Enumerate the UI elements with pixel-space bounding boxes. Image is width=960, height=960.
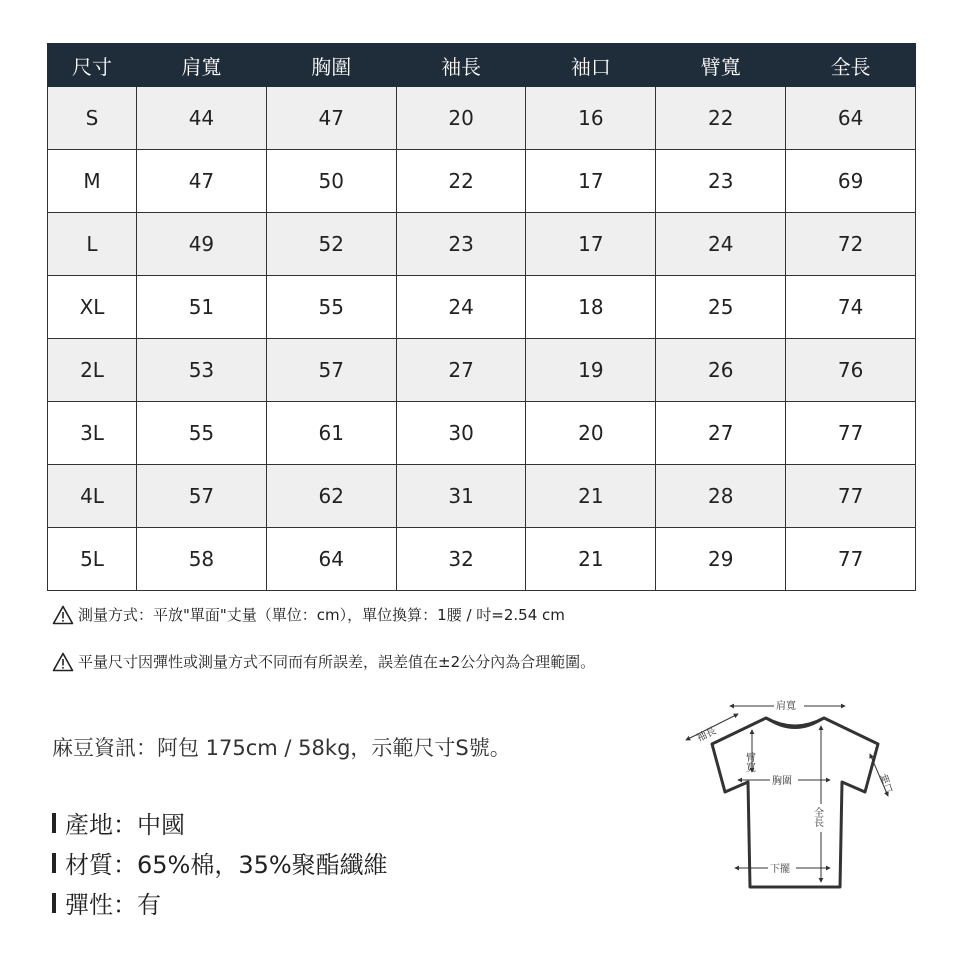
cell-cuff: 21 [526, 528, 656, 591]
cell-cuff: 18 [526, 276, 656, 339]
bullet-bar-icon [52, 813, 56, 833]
cell-cuff: 21 [526, 465, 656, 528]
cell-chest: 55 [266, 276, 396, 339]
cell-shoulder: 58 [137, 528, 267, 591]
cell-shoulder: 47 [137, 150, 267, 213]
header-arm-width: 臂寬 [656, 44, 786, 87]
cell-arm-width: 25 [656, 276, 786, 339]
cell-arm-width: 28 [656, 465, 786, 528]
tolerance-note-text: 平量尺寸因彈性或測量方式不同而有所誤差，誤差值在±2公分內為合理範圍。 [78, 653, 596, 671]
cell-cuff: 16 [526, 87, 656, 150]
cell-arm-width: 26 [656, 339, 786, 402]
table-row [48, 528, 916, 591]
size-table-header-row [48, 44, 916, 87]
cell-shoulder: 51 [137, 276, 267, 339]
cell-arm-width: 22 [656, 87, 786, 150]
header-sleeve-length: 袖長 [396, 44, 526, 87]
cell-sleeve-length: 20 [396, 87, 526, 150]
cell-sleeve-length: 31 [396, 465, 526, 528]
measure-note [52, 604, 565, 625]
cell-sleeve-length: 32 [396, 528, 526, 591]
cell-size: 4L [48, 465, 137, 528]
cell-size: S [48, 87, 137, 150]
cell-chest: 50 [266, 150, 396, 213]
cell-total-length: 74 [786, 276, 916, 339]
cell-chest: 57 [266, 339, 396, 402]
cell-total-length: 77 [786, 528, 916, 591]
cell-total-length: 69 [786, 150, 916, 213]
label-hem: 下擺 [770, 864, 790, 875]
cell-shoulder: 49 [137, 213, 267, 276]
cell-shoulder: 57 [137, 465, 267, 528]
cell-sleeve-length: 27 [396, 339, 526, 402]
label-chest: 胸圍 [772, 776, 792, 787]
cell-shoulder: 55 [137, 402, 267, 465]
label-total-length: 全長 [811, 807, 823, 827]
table-row [48, 402, 916, 465]
label-shoulder: 肩寬 [776, 701, 796, 712]
spec-elasticity-text: 彈性：有 [65, 891, 161, 919]
cell-total-length: 77 [786, 465, 916, 528]
model-info: 麻豆資訊：阿包 175cm / 58kg，示範尺寸S號。 [52, 736, 511, 760]
warning-triangle-icon [52, 652, 74, 672]
cell-size: L [48, 213, 137, 276]
cell-total-length: 76 [786, 339, 916, 402]
cell-size: 5L [48, 528, 137, 591]
cell-cuff: 17 [526, 213, 656, 276]
table-row [48, 276, 916, 339]
cell-chest: 52 [266, 213, 396, 276]
spec-material-text: 材質：65%棉，35%聚酯纖維 [65, 851, 388, 879]
cell-shoulder: 44 [137, 87, 267, 150]
header-chest: 胸圍 [266, 44, 396, 87]
cell-size: M [48, 150, 137, 213]
cell-size: XL [48, 276, 137, 339]
cell-total-length: 77 [786, 402, 916, 465]
label-cuff: 袖口 [875, 772, 893, 796]
cell-sleeve-length: 23 [396, 213, 526, 276]
cell-arm-width: 24 [656, 213, 786, 276]
measure-note-text: 測量方式：平放"單面"丈量（單位：cm），單位換算：1腰 / 吋=2.54 cm [78, 606, 565, 624]
cell-chest: 61 [266, 402, 396, 465]
spec-elasticity [52, 885, 161, 920]
cell-chest: 64 [266, 528, 396, 591]
spec-origin [52, 805, 185, 840]
tshirt-outline [712, 718, 878, 887]
cell-cuff: 17 [526, 150, 656, 213]
cell-sleeve-length: 22 [396, 150, 526, 213]
cell-arm-width: 29 [656, 528, 786, 591]
cell-arm-width: 27 [656, 402, 786, 465]
cell-shoulder: 53 [137, 339, 267, 402]
table-row [48, 87, 916, 150]
header-cuff: 袖口 [526, 44, 656, 87]
header-shoulder: 肩寬 [137, 44, 267, 87]
table-row [48, 150, 916, 213]
header-size: 尺寸 [48, 44, 137, 87]
cell-cuff: 19 [526, 339, 656, 402]
label-sleeve-length: 袖長 [695, 725, 719, 745]
cell-chest: 47 [266, 87, 396, 150]
bullet-bar-icon [52, 893, 56, 913]
cell-total-length: 72 [786, 213, 916, 276]
warning-triangle-icon [52, 605, 74, 625]
header-total-length: 全長 [786, 44, 916, 87]
tolerance-note [52, 651, 595, 672]
cell-total-length: 64 [786, 87, 916, 150]
cell-size: 3L [48, 402, 137, 465]
spec-origin-text: 產地：中國 [65, 811, 185, 839]
cell-sleeve-length: 30 [396, 402, 526, 465]
cell-cuff: 20 [526, 402, 656, 465]
table-row [48, 339, 916, 402]
cell-chest: 62 [266, 465, 396, 528]
bullet-bar-icon [52, 853, 56, 873]
table-row [48, 465, 916, 528]
cell-arm-width: 23 [656, 150, 786, 213]
size-table [47, 43, 916, 591]
cell-size: 2L [48, 339, 137, 402]
tshirt-measurement-diagram [680, 692, 910, 892]
label-arm-width: 臂寬 [743, 752, 755, 772]
cell-sleeve-length: 24 [396, 276, 526, 339]
table-row [48, 213, 916, 276]
spec-material [52, 845, 388, 880]
